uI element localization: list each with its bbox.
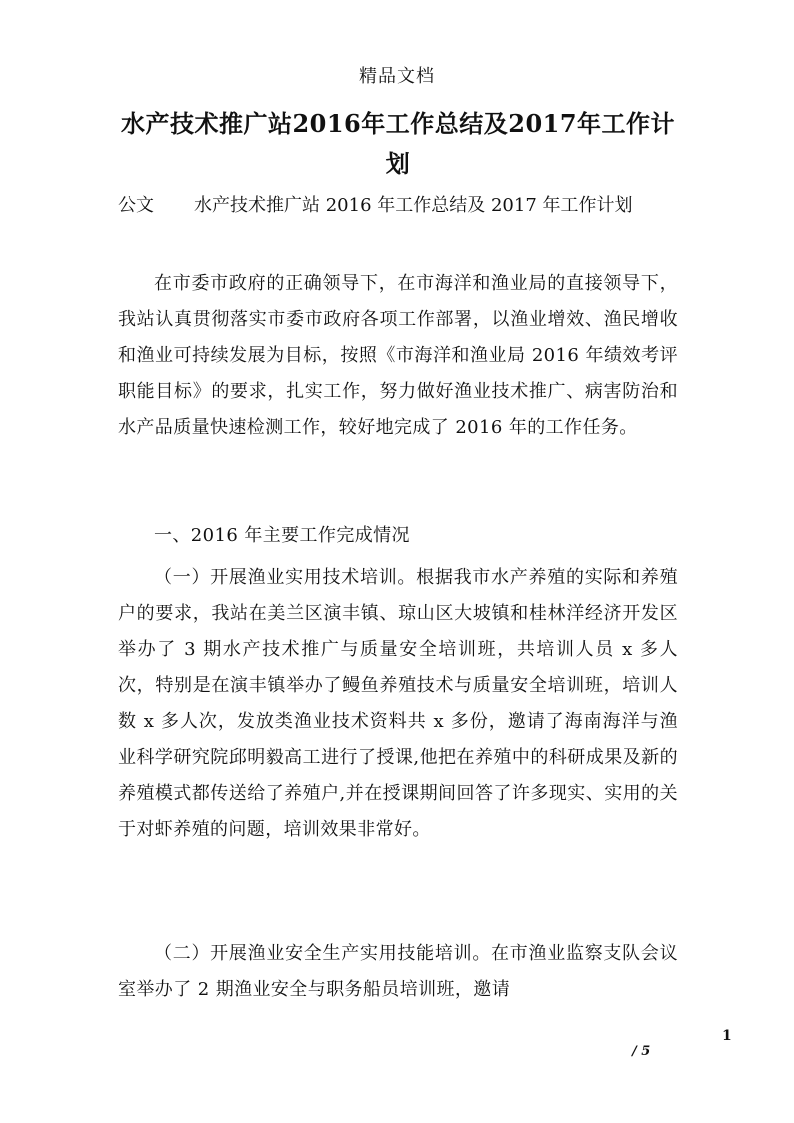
paragraph-intro: 在市委市政府的正确领导下，在市海洋和渔业局的直接领导下，我站认真贯彻落实市委市政府各项工作部署，以渔业增效、渔民增收和渔业可持续发展为目标，按照《市海洋和渔业局 2016 年绩效考评职能目标》的要求，扎实工作，努力做好渔业技术推广、病害防治和水产品质量快速检测工作，较好地完成了 2016 年的工作任务。: [118, 273, 678, 438]
paragraph-training: （一）开展渔业实用技术培训。根据我市水产养殖的实际和养殖户的要求，我站在美兰区演丰镇、琼山区大坡镇和桂林洋经济开发区举办了 3 期水产技术推广与质量安全培训班，共培训人员 x 多人次，特别是在演丰镇举办了鳗鱼养殖技术与质量安全培训班，培训人数 x 多人次，发放类渔业技术资料共 x 多份，邀请了海南海洋与渔业科学研究院邱明毅高工进行了授课,他把在养殖中的科研成果及新的养殖模式都传送给了养殖户,并在授课期间回答了许多现实、实用的关于对虾养殖的问题，培训效果非常好。: [118, 567, 678, 840]
document-header-label: 精品文档: [359, 66, 435, 87]
document-title: 水产技术推广站2016年工作总结及2017年工作计划: [120, 109, 676, 178]
page-total: / 5: [632, 1044, 651, 1059]
subtitle-prefix: 公文: [118, 195, 154, 216]
document-subtitle: [118, 188, 678, 224]
page-number: 1: [722, 1028, 732, 1044]
paragraph-safety-training: （二）开展渔业安全生产实用技能培训。在市渔业监察支队会议室举办了 2 期渔业安全与职务船员培训班，邀请: [118, 943, 678, 1000]
subtitle-text: 水产技术推广站 2016 年工作总结及 2017 年工作计划: [194, 195, 633, 216]
section-heading-2016-work: 一、2016 年主要工作完成情况: [154, 525, 410, 546]
